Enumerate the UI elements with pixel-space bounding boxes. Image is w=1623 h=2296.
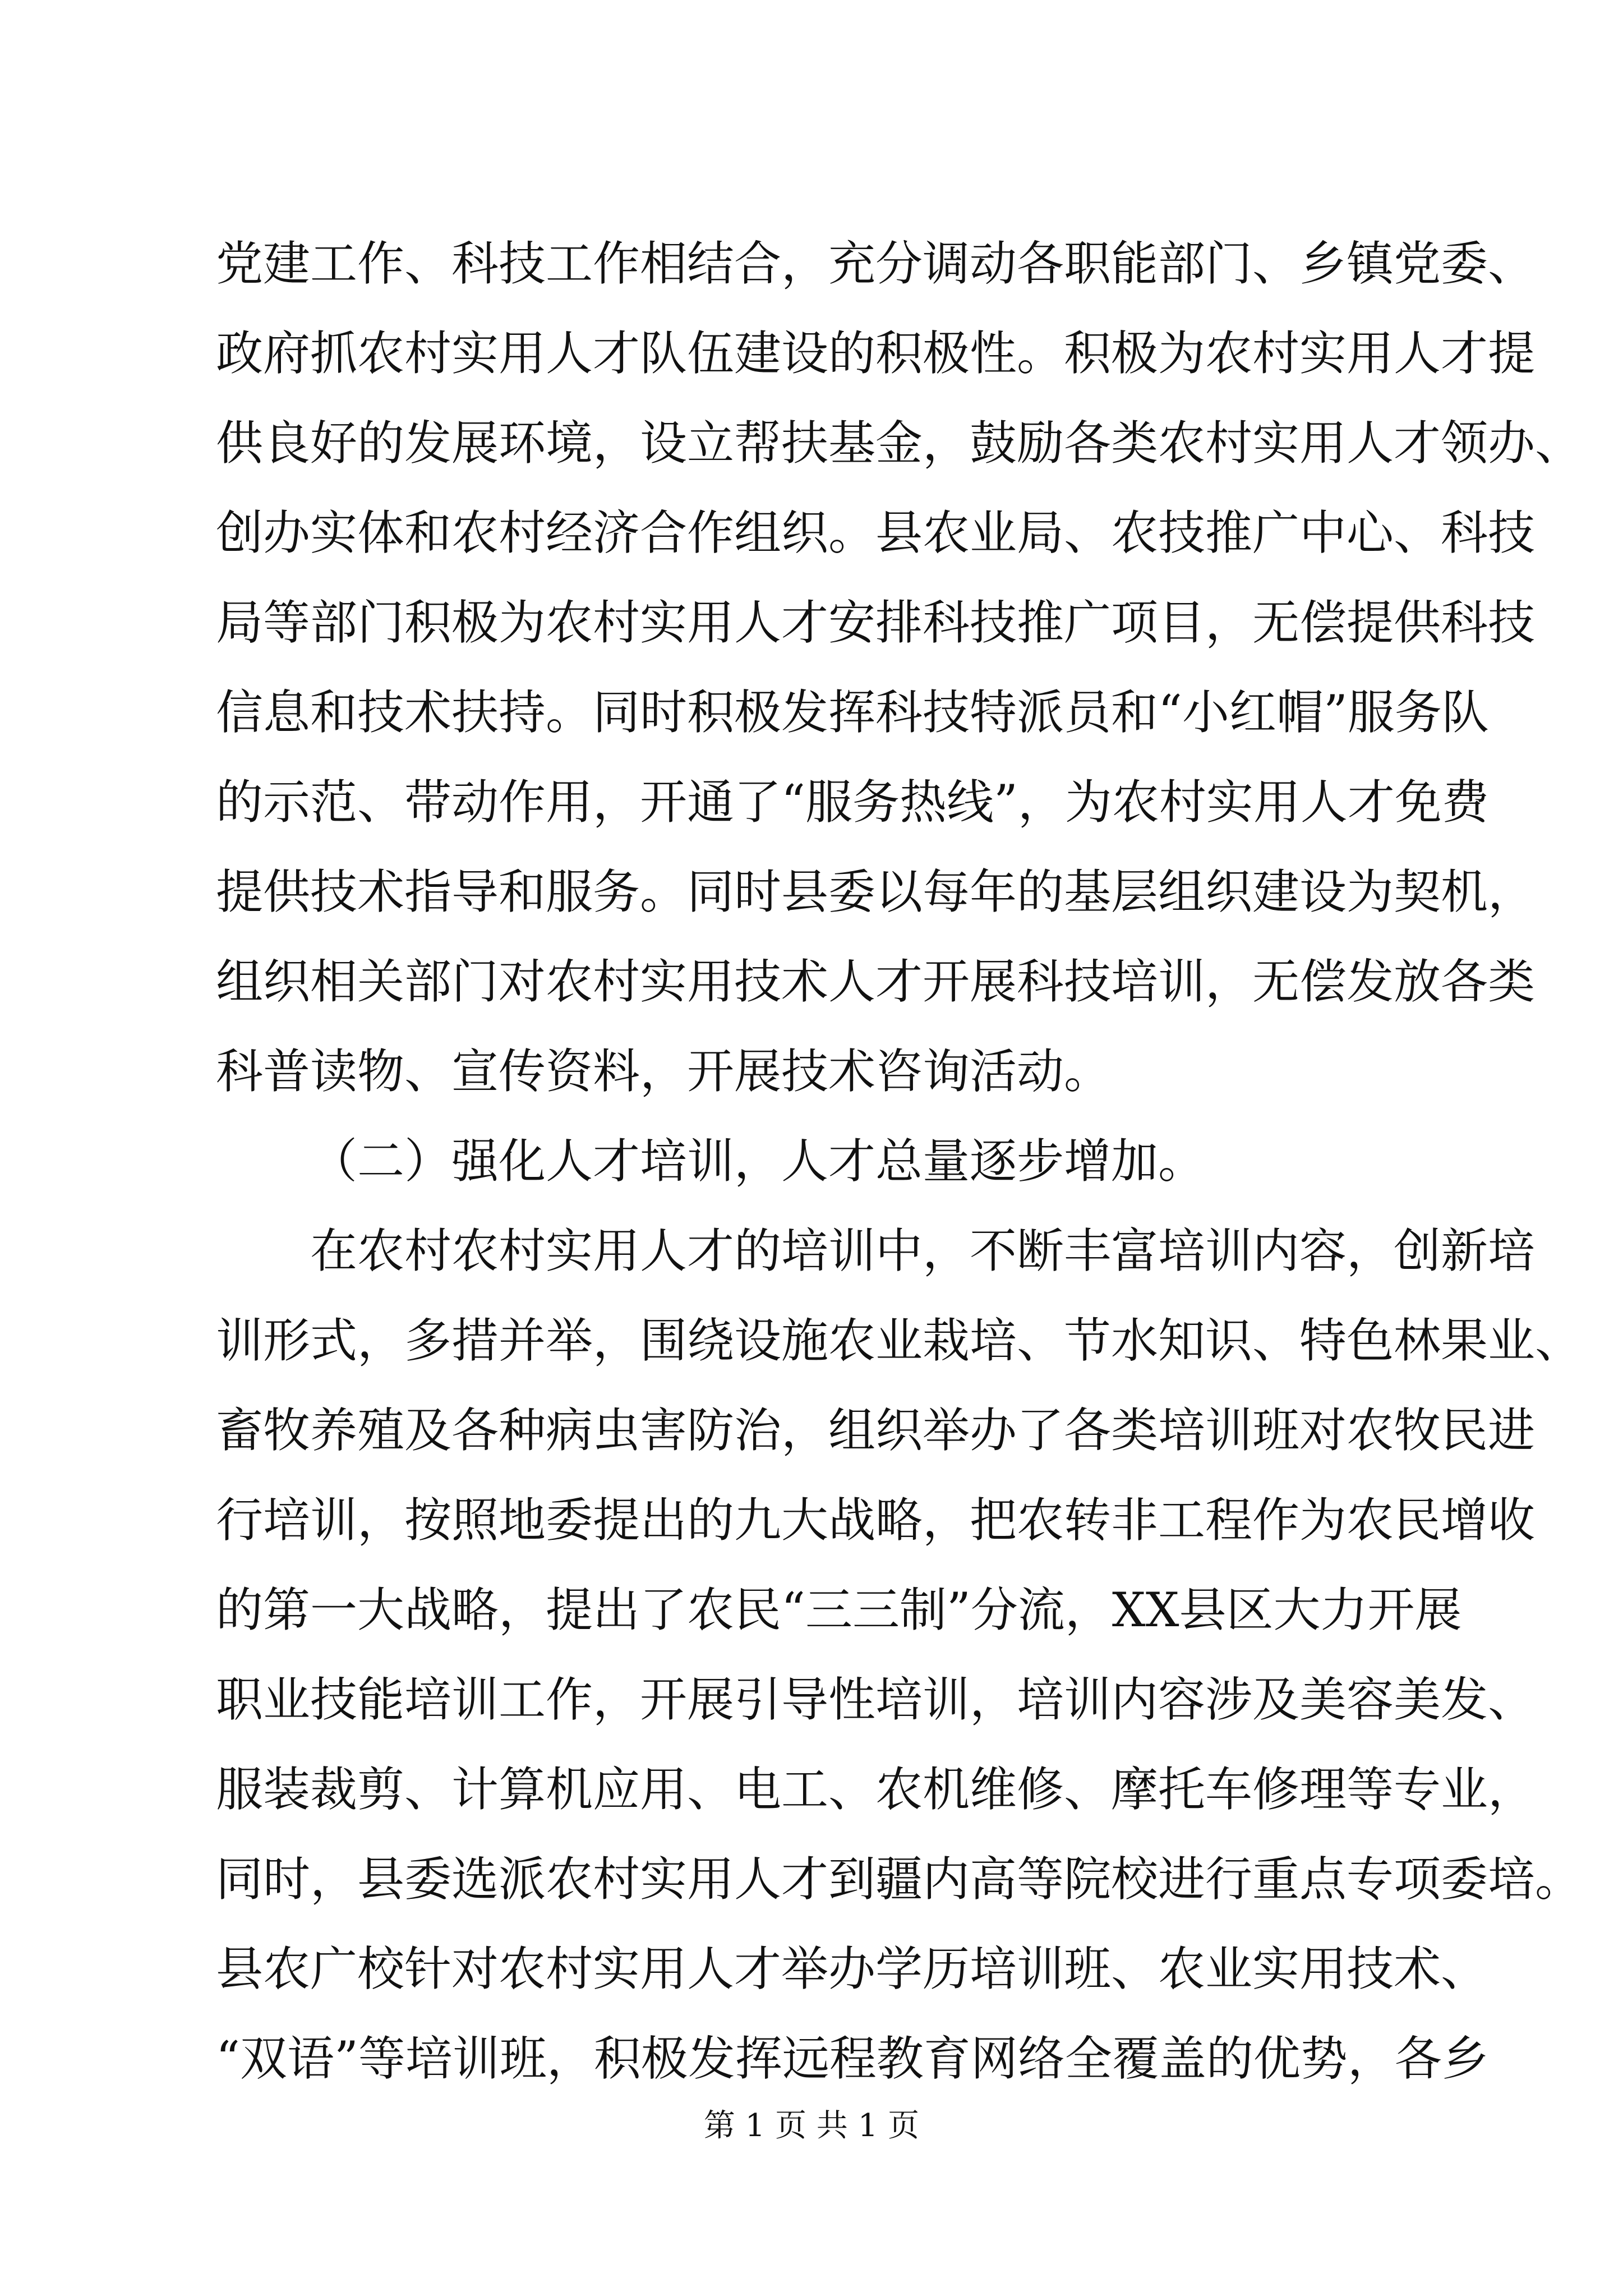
text-line: 在农村农村实用人才的培训中，不断丰富培训内容，创新培 [310,1223,1536,1278]
text-line: 训形式，多措并举，围绕设施农业栽培、节水知识、特色林果业、 [216,1313,1583,1368]
text-line: 的第一大战略，提出了农民“三三制”分流，XX县区大力开展 [216,1582,1462,1637]
text-line: 党建工作、科技工作相结合，充分调动各职能部门、乡镇党委、 [216,236,1536,291]
text-line: 提供技术指导和服务。同时县委以每年的基层组织建设为契机， [216,864,1536,919]
text-line: 局等部门积极为农村实用人才安排科技推广项目，无偿提供科技 [216,595,1536,650]
text-line: 政府抓农村实用人才队伍建设的积极性。积极为农村实用人才提 [216,326,1536,381]
text-line: 供良好的发展环境，设立帮扶基金，鼓励各类农村实用人才领办、 [216,416,1583,471]
text-line: 畜牧养殖及各种病虫害防治，组织举办了各类培训班对农牧民进 [216,1403,1536,1458]
page-footer: 第 1 页 共 1 页 [703,2108,920,2144]
text-line: 科普读物、宣传资料，开展技术咨询活动。 [216,1044,1112,1099]
text-line: 组织相关部门对农村实用技术人才开展科技培训，无偿发放各类 [216,954,1536,1009]
text-line: 的示范、带动作用，开通了“服务热线”，为农村实用人才免费 [216,775,1489,830]
text-line: 信息和技术扶持。同时积极发挥科技特派员和“小红帽”服务队 [216,685,1489,740]
text-line: 创办实体和农村经济合作组织。县农业局、农技推广中心、科技 [216,505,1536,560]
text-line: 行培训，按照地委提出的九大战略，把农转非工程作为农民增收 [216,1493,1536,1548]
text-line: 县农广校针对农村实用人才举办学历培训班、农业实用技术、 [216,1941,1488,1996]
section-heading: （二）强化人才培训，人才总量逐步增加。 [310,1134,1206,1189]
text-line: 职业技能培训工作，开展引导性培训，培训内容涉及美容美发、 [216,1672,1536,1727]
text-line: 服装裁剪、计算机应用、电工、农机维修、摩托车修理等专业， [216,1762,1536,1817]
text-line: 同时，县委选派农村实用人才到疆内高等院校进行重点专项委培。 [216,1852,1583,1907]
text-line: “双语”等培训班，积极发挥远程教育网络全覆盖的优势，各乡 [216,2031,1489,2086]
document-body [216,219,1583,2104]
